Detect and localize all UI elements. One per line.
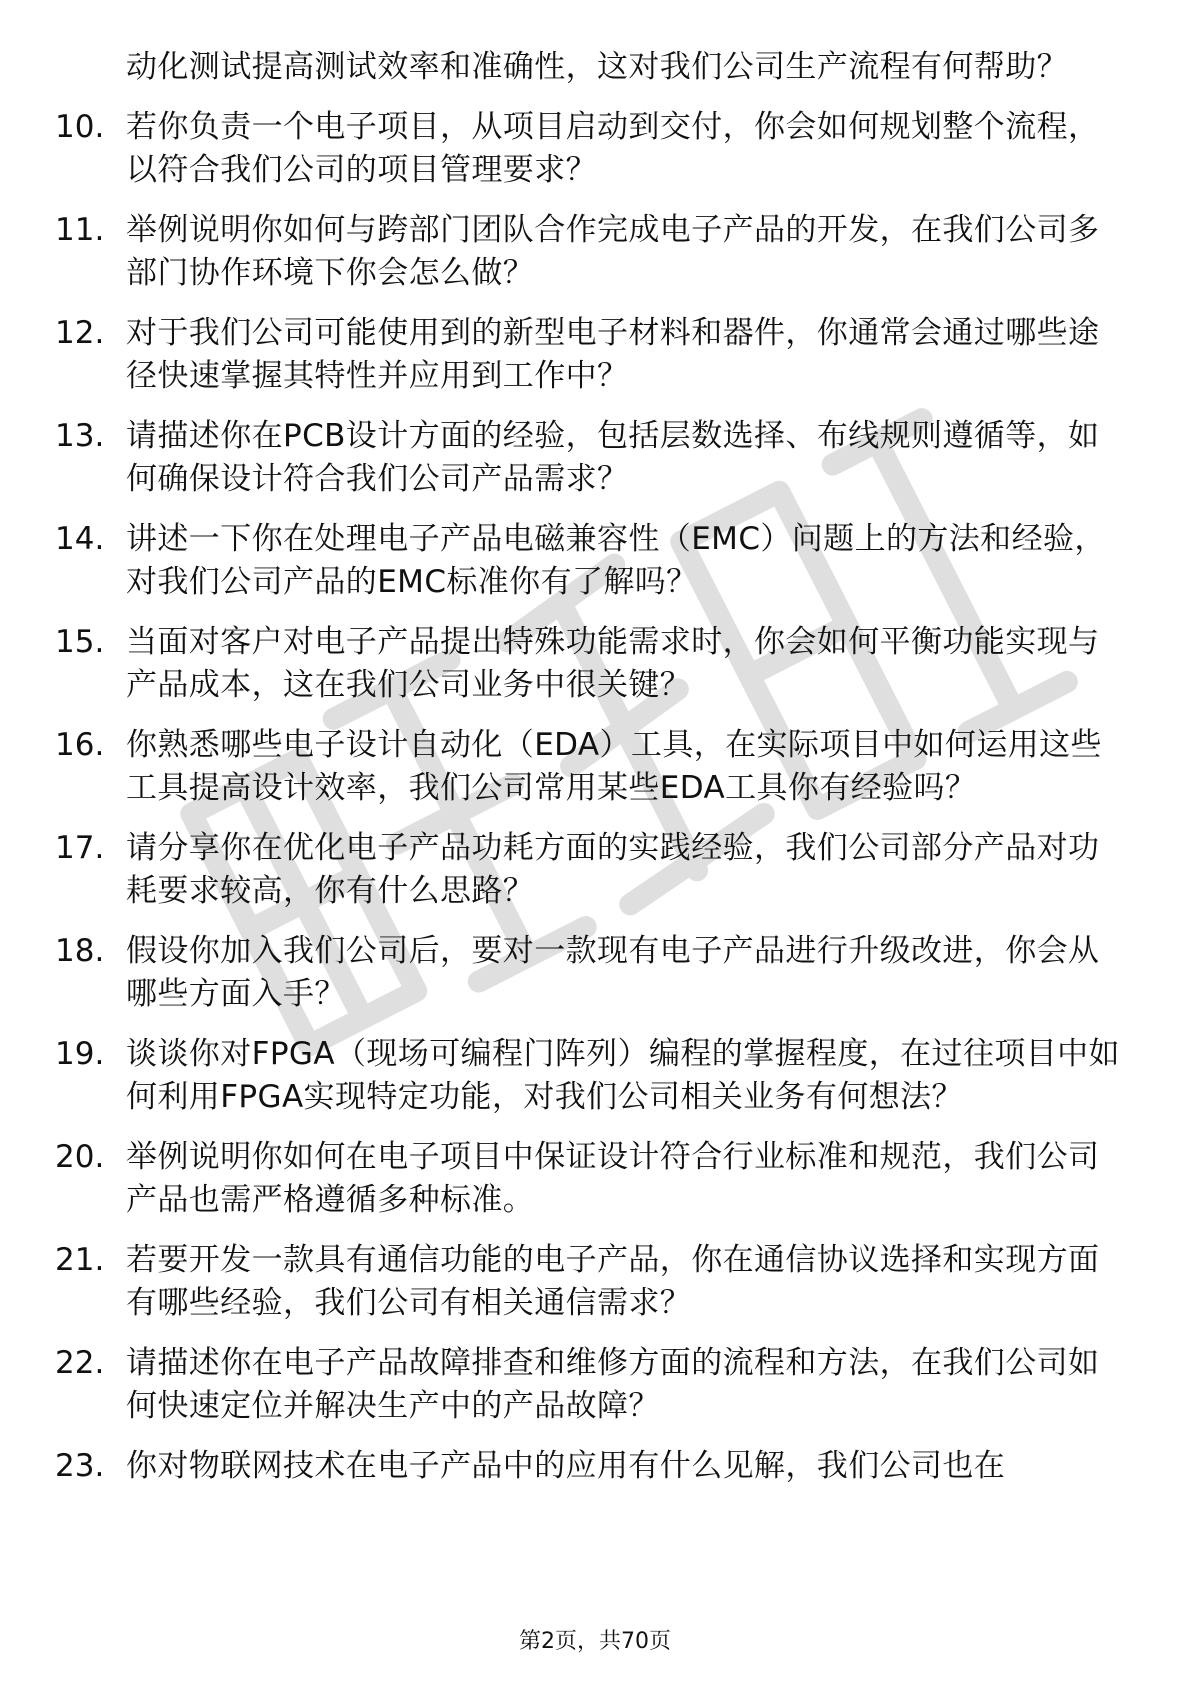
question-text: 谈谈你对FPGA（现场可编程门阵列）编程的掌握程度，在过往项目中如何利用FPGA实现特定功能，对我们公司相关业务有何想法？ [126,1036,1120,1115]
question-text: 请分享你在优化电子产品功耗方面的实践经验，我们公司部分产品对功耗要求较高，你有什么思路？ [126,830,1100,909]
question-number: 14. [55,521,105,557]
question-number: 23. [55,1448,105,1484]
list-item [0,209,1190,295]
question-text: 若你负责一个电子项目，从项目启动到交付，你会如何规划整个流程，以符合我们公司的项目管理要求？ [126,109,1100,188]
question-text: 你对物联网技术在电子产品中的应用有什么见解，我们公司也在 [126,1448,1006,1484]
question-number: 22. [55,1345,105,1381]
list-item [0,827,1190,913]
question-number: 19. [55,1036,105,1072]
list-item [0,1342,1190,1428]
question-number: 18. [55,933,105,969]
page-footer: 第2页，共70页 [519,1629,671,1654]
list-item [0,518,1190,604]
question-text: 假设你加入我们公司后，要对一款现有电子产品进行升级改进，你会从哪些方面入手？ [126,933,1100,1012]
list-item [0,312,1190,398]
question-text: 你熟悉哪些电子设计自动化（EDA）工具，在实际项目中如何运用这些工具提高设计效率，我们公司常用某些EDA工具你有经验吗？ [126,727,1102,806]
list-item [0,1239,1190,1325]
list-item [0,1033,1190,1119]
question-number: 11. [55,212,105,248]
question-text: 对于我们公司可能使用到的新型电子材料和器件，你通常会通过哪些途径快速掌握其特性并应用到工作中？ [126,315,1100,394]
question-text: 当面对客户对电子产品提出特殊功能需求时，你会如何平衡功能实现与产品成本，这在我们公司业务中很关键？ [126,624,1100,703]
list-item [0,621,1190,707]
question-list [0,46,1190,1505]
question-text: 请描述你在PCB设计方面的经验，包括层数选择、布线规则遵循等，如何确保设计符合我们公司产品需求？ [126,418,1100,497]
question-text: 若要开发一款具有通信功能的电子产品，你在通信协议选择和实现方面有哪些经验，我们公司有相关通信需求？ [126,1242,1100,1321]
list-item [0,724,1190,810]
question-number: 15. [55,624,105,660]
question-text: 请描述你在电子产品故障排查和维修方面的流程和方法，在我们公司如何快速定位并解决生产中的产品故障？ [126,1345,1100,1424]
question-number: 12. [55,315,105,351]
question-number: 13. [55,418,105,454]
question-number: 17. [55,830,105,866]
question-number: 10. [55,109,105,145]
list-item [0,1445,1190,1488]
question-text: 举例说明你如何与跨部门团队合作完成电子产品的开发，在我们公司多部门协作环境下你会怎么做？ [126,212,1100,291]
question-text: 举例说明你如何在电子项目中保证设计符合行业标准和规范，我们公司产品也需严格遵循多种标准。 [126,1139,1100,1218]
question-text: 动化测试提高测试效率和准确性，这对我们公司生产流程有何帮助？ [126,49,1068,85]
list-item [0,930,1190,1016]
question-continuation [0,46,1190,89]
question-number: 16. [55,727,105,763]
question-number: 20. [55,1139,105,1175]
list-item [0,1136,1190,1222]
question-text: 讲述一下你在处理电子产品电磁兼容性（EMC）问题上的方法和经验，对我们公司产品的EMC标准你有了解吗？ [126,521,1106,600]
list-item [0,106,1190,192]
question-number: 21. [55,1242,105,1278]
list-item [0,415,1190,501]
